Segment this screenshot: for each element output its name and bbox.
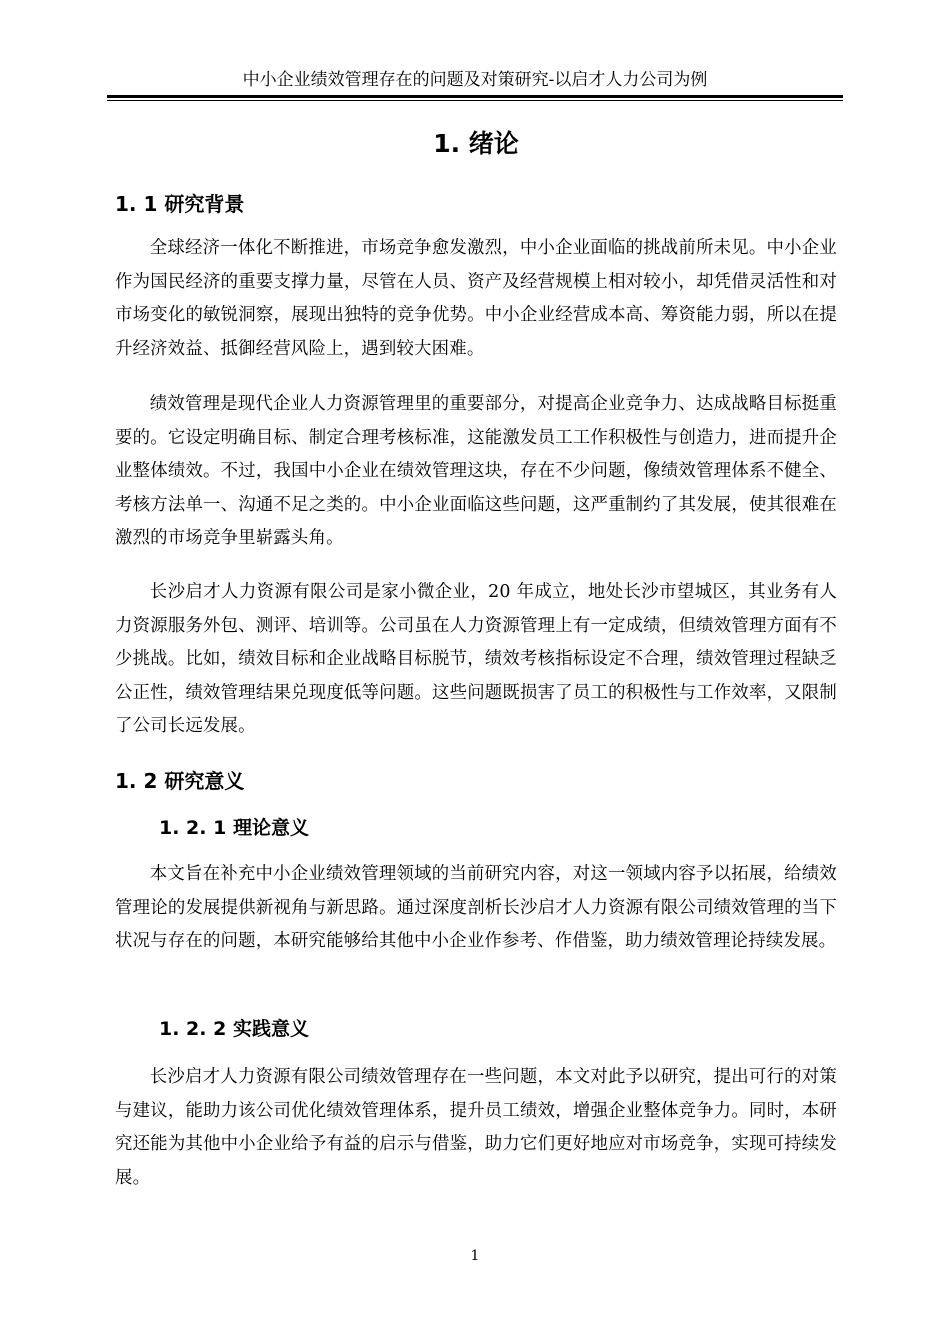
chapter-title: 1. 绪论 <box>433 129 519 158</box>
section-heading-1-2: 1. 2 研究意义 <box>115 769 245 793</box>
header-rule-thick <box>107 95 843 98</box>
running-header: 中小企业绩效管理存在的问题及对策研究-以启才人力公司为例 <box>242 70 708 90</box>
paragraph-theoretical-significance: 本文旨在补充中小企业绩效管理领域的当前研究内容，对这一领域内容予以拓展，给绩效管理论的发展提供新视角与新思路。通过深度剖析长沙启才人力资源有限公司绩效管理的当下状况与存在的问题，本研究能够给其他中小企业作参考、作借鉴，助力绩效管理论持续发展。 <box>115 864 837 951</box>
paragraph-background-2: 绩效管理是现代企业人力资源管理里的重要部分，对提高企业竞争力、达成战略目标挺重要的。它设定明确目标、制定合理考核标准，这能激发员工工作积极性与创造力，进而提升企业整体绩效。不过，我国中小企业在绩效管理这块，存在不少问题，像绩效管理体系不健全、考核方法单一、沟通不足之类的。中小企业面临这些问题，这严重制约了其发展，使其很难在激烈的市场竞争里崭露头角。 <box>115 394 837 548</box>
page-number: 1 <box>470 1248 480 1264</box>
header-rule-thin <box>107 100 843 101</box>
paragraph-background-3: 长沙启才人力资源有限公司是家小微企业，20 年成立，地处长沙市望城区，其业务有人力资源服务外包、测评、培训等。公司虽在人力资源管理上有一定成绩，但绩效管理方面有不少挑战。比如，绩效目标和企业战略目标脱节，绩效考核指标设定不合理，绩效管理过程缺乏公正性，绩效管理结果兑现度低等问题。这些问题既损害了员工的积极性与工作效率，又限制了公司长远发展。 <box>115 582 837 736</box>
subsection-heading-1-2-2: 1. 2. 2 实践意义 <box>159 1018 309 1040</box>
paragraph-practical-significance: 长沙启才人力资源有限公司绩效管理存在一些问题，本文对此予以研究，提出可行的对策与建议，能助力该公司优化绩效管理体系，提升员工绩效，增强企业整体竞争力。同时，本研究还能为其他中小企业给予有益的启示与借鉴，助力它们更好地应对市场竞争，实现可持续发展。 <box>115 1067 837 1188</box>
section-heading-1-1: 1. 1 研究背景 <box>115 192 245 216</box>
subsection-heading-1-2-1: 1. 2. 1 理论意义 <box>159 817 309 839</box>
paragraph-background-1: 全球经济一体化不断推进，市场竞争愈发激烈，中小企业面临的挑战前所未见。中小企业作为国民经济的重要支撑力量，尽管在人员、资产及经营规模上相对较小，却凭借灵活性和对市场变化的敏锐洞察，展现出独特的竞争优势。中小企业经营成本高、筹资能力弱，所以在提升经济效益、抵御经营风险上，遇到较大困难。 <box>115 238 837 359</box>
